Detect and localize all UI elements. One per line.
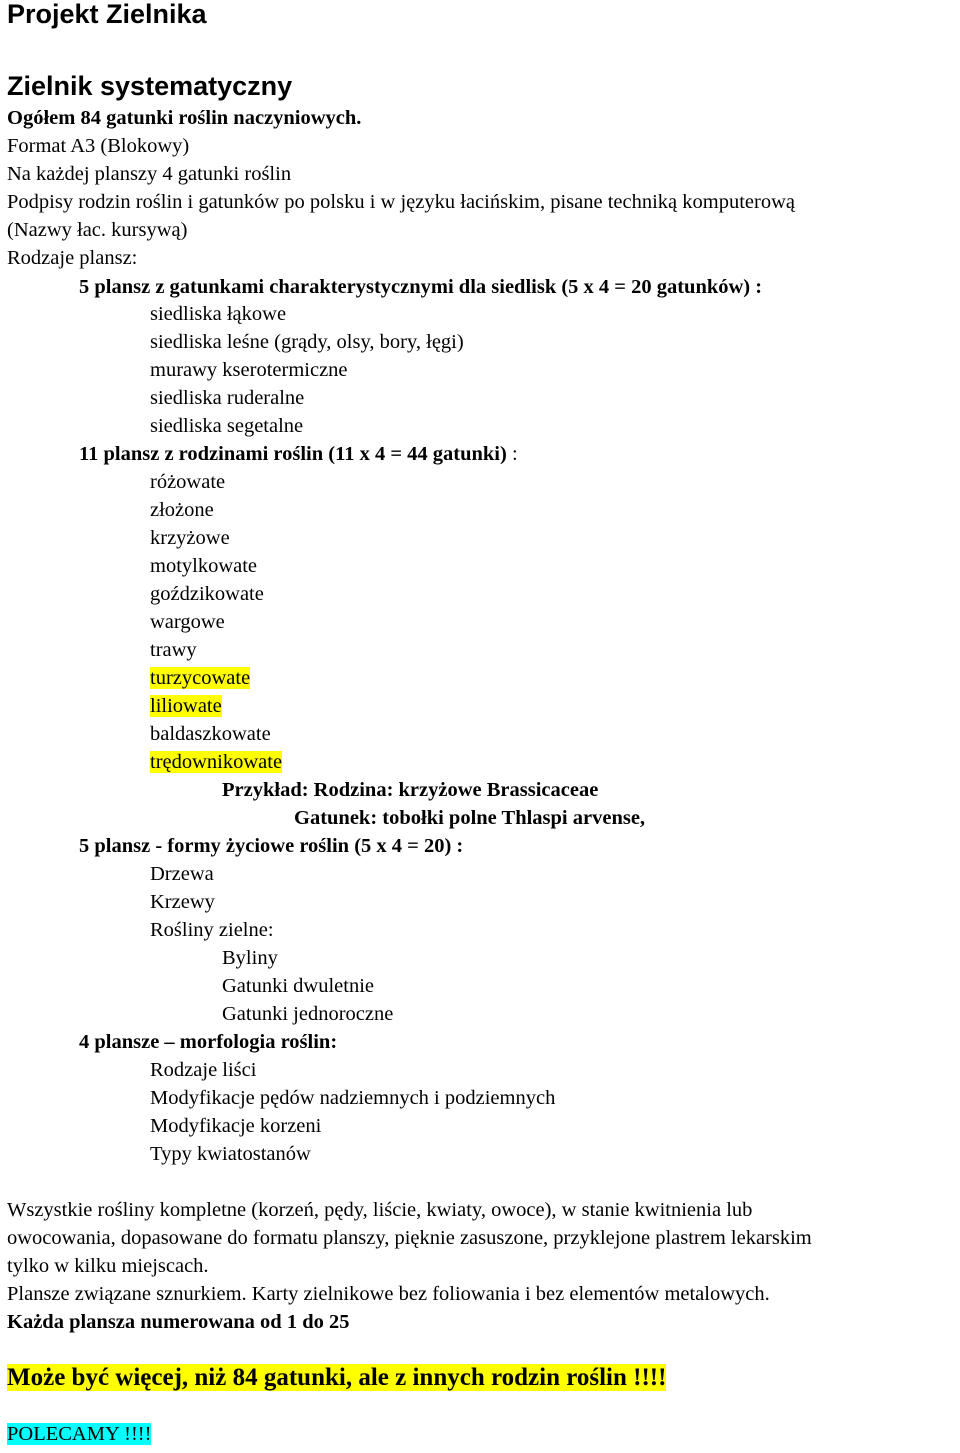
life-forms-heading: 5 plansz - formy życiowe roślin (5 x 4 = 20) : bbox=[79, 835, 464, 857]
highlight-mark: trędownikowate bbox=[150, 751, 283, 773]
format-line: Format A3 (Blokowy) bbox=[7, 135, 190, 157]
sheet-types-label: Rodzaje plansz: bbox=[7, 247, 138, 269]
recommend-note bbox=[7, 1420, 151, 1448]
habitat-item: siedliska leśne (grądy, olsy, bory, łęgi) bbox=[150, 331, 464, 353]
example-family: Przykład: Rodzina: krzyżowe Brassicaceae bbox=[222, 779, 599, 801]
life-form-item: Rośliny zielne: bbox=[150, 919, 274, 941]
morphology-item: Rodzaje liści bbox=[150, 1059, 257, 1081]
family-item: goździkowate bbox=[150, 583, 264, 605]
habitat-item: siedliska ruderalne bbox=[150, 387, 305, 409]
families-heading-tail: : bbox=[506, 443, 518, 465]
numbering-line: Każda plansza numerowana od 1 do 25 bbox=[7, 1311, 350, 1333]
family-item-highlighted bbox=[150, 664, 250, 692]
life-form-subitem: Byliny bbox=[222, 947, 278, 969]
captions-line-2: (Nazwy łac. kursywą) bbox=[7, 219, 188, 241]
highlight-mark: turzycowate bbox=[150, 667, 251, 689]
family-item: złożone bbox=[150, 499, 214, 521]
life-form-subitem: Gatunki jednoroczne bbox=[222, 1003, 394, 1025]
per-sheet-line: Na każdej planszy 4 gatunki roślin bbox=[7, 163, 292, 185]
binding-line: Plansze związane sznurkiem. Karty zielnikowe bez foliowania i bez elementów metalowych. bbox=[7, 1283, 770, 1305]
requirements-line-3: tylko w kilku miejscach. bbox=[7, 1255, 209, 1277]
more-species-note bbox=[7, 1362, 666, 1394]
highlight-mark: liliowate bbox=[150, 695, 222, 717]
family-item: trawy bbox=[150, 639, 197, 661]
example-species: Gatunek: tobołki polne Thlaspi arvense, bbox=[294, 807, 646, 829]
family-item: krzyżowe bbox=[150, 527, 230, 549]
habitat-item: siedliska segetalne bbox=[150, 415, 304, 437]
families-heading bbox=[79, 440, 518, 468]
habitat-item: murawy kserotermiczne bbox=[150, 359, 348, 381]
morphology-item: Modyfikacje pędów nadziemnych i podziemnych bbox=[150, 1087, 556, 1109]
page-title: Projekt Zielnika bbox=[7, 0, 207, 29]
captions-line-1: Podpisy rodzin roślin i gatunków po polsku i w języku łacińskim, pisane techniką komputerową bbox=[7, 191, 795, 213]
page-subtitle: Zielnik systematyczny bbox=[7, 71, 293, 101]
family-item: motylkowate bbox=[150, 555, 258, 577]
family-item-highlighted bbox=[150, 692, 222, 720]
requirements-line-2: owocowania, dopasowane do formatu planszy, pięknie zasuszone, przyklejone plastrem lekarskim bbox=[7, 1227, 812, 1249]
families-heading-bold: 11 plansz z rodzinami roślin (11 x 4 = 44 gatunki) bbox=[79, 443, 507, 465]
habitats-heading: 5 plansz z gatunkami charakterystycznymi dla siedlisk (5 x 4 = 20 gatunków) : bbox=[79, 276, 763, 298]
morphology-item: Modyfikacje korzeni bbox=[150, 1115, 322, 1137]
family-item: baldaszkowate bbox=[150, 723, 271, 745]
morphology-heading: 4 plansze – morfologia roślin: bbox=[79, 1031, 338, 1053]
habitat-item: siedliska łąkowe bbox=[150, 303, 287, 325]
requirements-line-1: Wszystkie rośliny kompletne (korzeń, pędy, liście, kwiaty, owoce), w stanie kwitnienia lub bbox=[7, 1199, 753, 1221]
total-species: Ogółem 84 gatunki roślin naczyniowych. bbox=[7, 107, 362, 129]
family-item: różowate bbox=[150, 471, 226, 493]
highlight-mark: Może być więcej, niż 84 gatunki, ale z innych rodzin roślin !!!! bbox=[7, 1364, 667, 1391]
family-item: wargowe bbox=[150, 611, 225, 633]
morphology-item: Typy kwiatostanów bbox=[150, 1143, 311, 1165]
family-item-highlighted bbox=[150, 748, 282, 776]
highlight-mark: POLECAMY !!!! bbox=[7, 1423, 152, 1445]
life-form-item: Krzewy bbox=[150, 891, 215, 913]
life-form-subitem: Gatunki dwuletnie bbox=[222, 975, 375, 997]
life-form-item: Drzewa bbox=[150, 863, 214, 885]
